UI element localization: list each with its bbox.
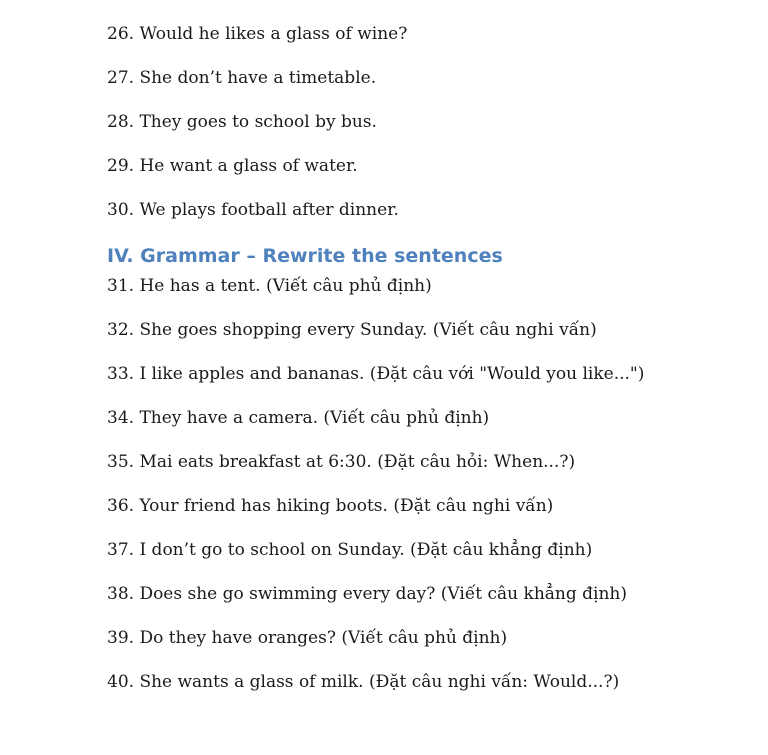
section-heading-grammar: IV. Grammar – Rewrite the sentences (107, 245, 503, 267)
exercise-item-27: 27. She don’t have a timetable. (107, 68, 377, 88)
exercise-item-28: 28. They goes to school by bus. (107, 112, 377, 132)
exercise-item-32: 32. She goes shopping every Sunday. (Viết câu nghi vấn) (107, 320, 597, 340)
exercise-item-31: 31. He has a tent. (Viết câu phủ định) (107, 276, 432, 296)
exercise-item-39: 39. Do they have oranges? (Viết câu phủ định) (107, 628, 508, 648)
exercise-item-38: 38. Does she go swimming every day? (Viết câu khẳng định) (107, 584, 627, 604)
exercise-item-35: 35. Mai eats breakfast at 6:30. (Đặt câu hỏi: When...?) (107, 452, 576, 472)
exercise-item-36: 36. Your friend has hiking boots. (Đặt câu nghi vấn) (107, 496, 554, 516)
exercise-item-26: 26. Would he likes a glass of wine? (107, 24, 408, 44)
exercise-item-34: 34. They have a camera. (Viết câu phủ định) (107, 408, 490, 428)
exercise-item-37: 37. I don’t go to school on Sunday. (Đặt câu khẳng định) (107, 540, 593, 560)
exercise-item-33: 33. I like apples and bananas. (Đặt câu với "Would you like...") (107, 364, 645, 384)
exercise-item-30: 30. We plays football after dinner. (107, 200, 399, 220)
exercise-item-29: 29. He want a glass of water. (107, 156, 358, 176)
exercise-item-40: 40. She wants a glass of milk. (Đặt câu nghi vấn: Would...?) (107, 672, 620, 692)
